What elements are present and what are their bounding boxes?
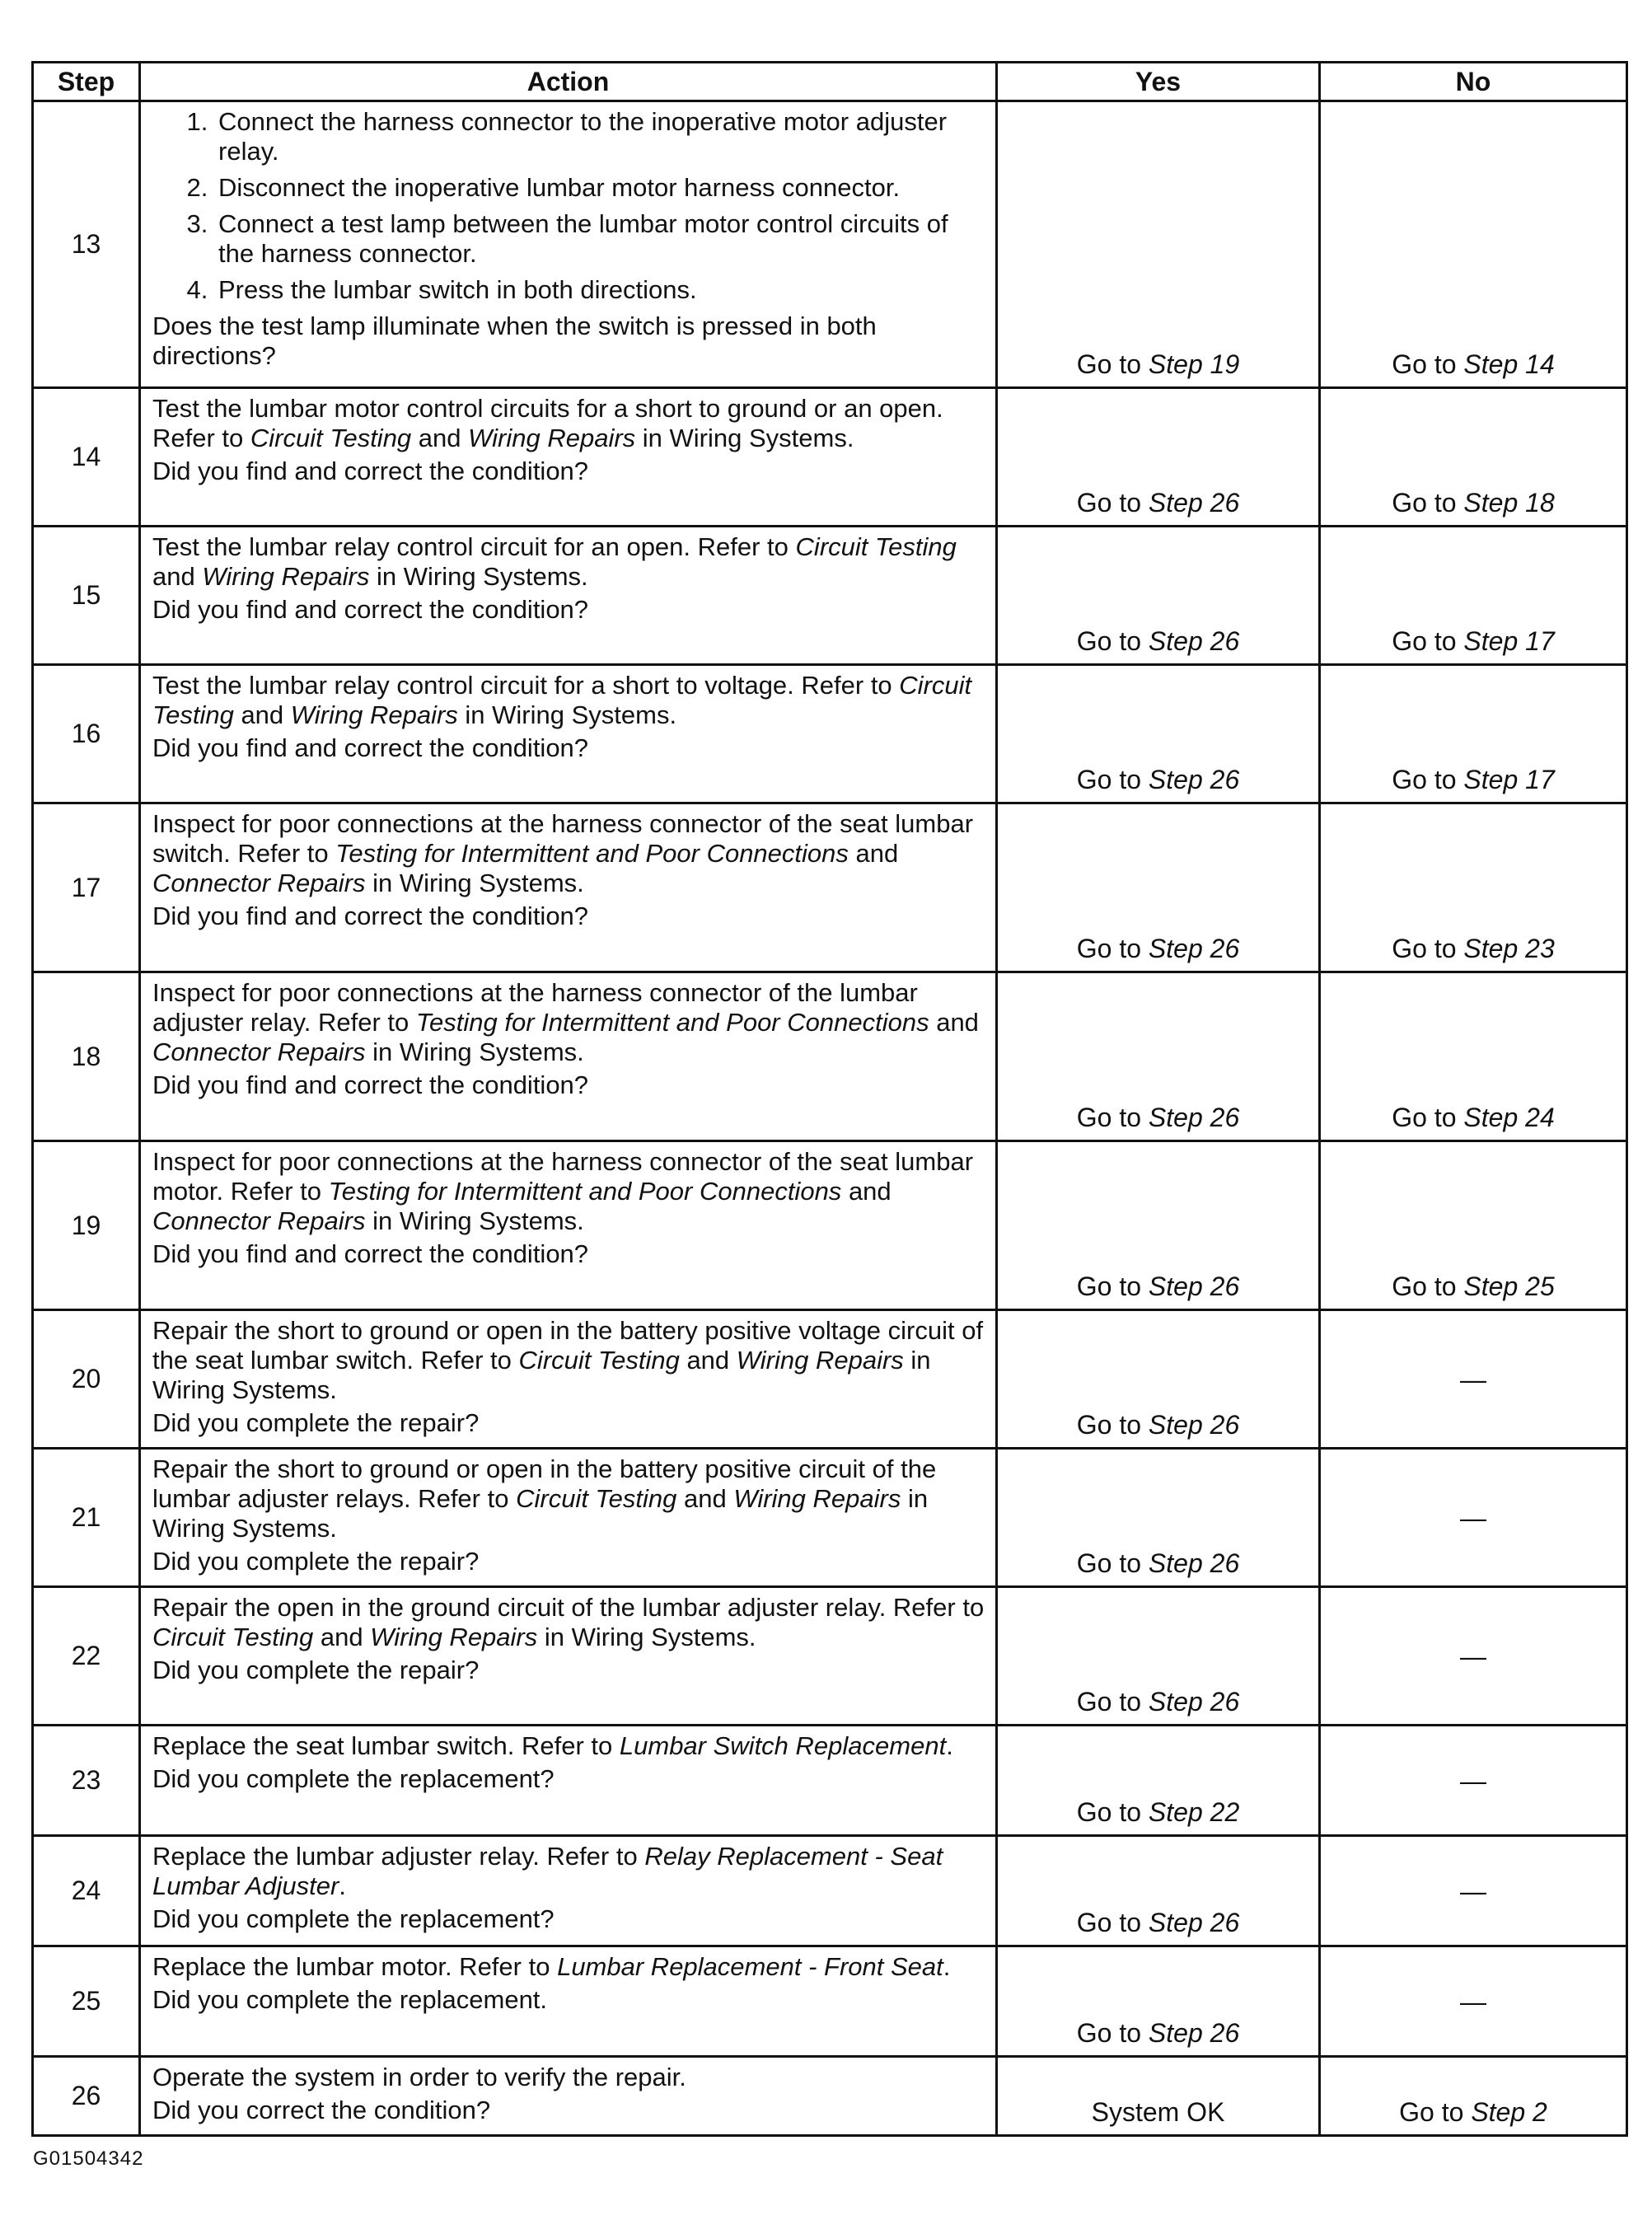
action-text: Inspect for poor connections at the harness connector of the seat lumbar motor. Refer to Testing for Intermittent and Poor Connections and Connector Repairs in Wiring Systems.: [152, 1147, 974, 1235]
step-number: 23: [33, 1726, 140, 1836]
no-cell: Go to Step 23: [1320, 803, 1627, 972]
table-row: [33, 527, 1627, 665]
step-number: 25: [33, 1946, 140, 2057]
no-cell: —: [1320, 1310, 1627, 1449]
step-link[interactable]: Step 26: [1148, 1908, 1240, 1937]
action-text: Operate the system in order to verify the repair.: [152, 2063, 686, 2091]
list-item: 4. Press the lumbar switch in both directions.: [215, 275, 987, 305]
yes-cell: Go to Step 26: [997, 1946, 1320, 2057]
question-text: Did you complete the repair?: [152, 1656, 480, 1684]
question-text: Did you find and correct the condition?: [152, 457, 589, 485]
reference-link[interactable]: Circuit Testing: [518, 1346, 680, 1375]
action-text: Test the lumbar motor control circuits for a short to ground or an open. Refer to Circuit Testing and Wiring Repairs in Wiring Systems.: [152, 394, 943, 452]
reference-link[interactable]: Testing for Intermittent and Poor Connections: [415, 1008, 929, 1037]
no-cell: —: [1320, 1726, 1627, 1836]
step-link[interactable]: Step 26: [1148, 488, 1240, 518]
action-cell: [140, 1946, 997, 2057]
action-cell: [140, 1310, 997, 1449]
question-text: Did you complete the replacement?: [152, 1904, 555, 1933]
action-text: Replace the lumbar adjuster relay. Refer to Relay Replacement - Seat Lumbar Adjuster.: [152, 1842, 943, 1900]
step-link[interactable]: Step 23: [1463, 934, 1555, 963]
action-cell: [140, 527, 997, 665]
question-text: Did you find and correct the condition?: [152, 733, 589, 762]
action-cell: [140, 972, 997, 1141]
question-text: Did you complete the replacement?: [152, 1764, 555, 1793]
step-number: 22: [33, 1587, 140, 1726]
step-link[interactable]: Step 17: [1463, 765, 1555, 794]
step-link[interactable]: Step 2: [1471, 2097, 1547, 2127]
step-link[interactable]: Step 18: [1463, 488, 1555, 518]
yes-cell: Go to Step 26: [997, 527, 1320, 665]
yes-cell: Go to Step 22: [997, 1726, 1320, 1836]
diagnostic-table: [31, 61, 1628, 2137]
question-text: Did you complete the repair?: [152, 1408, 480, 1437]
reference-link[interactable]: Lumbar Switch Replacement: [619, 1731, 947, 1760]
reference-link[interactable]: Wiring Repairs: [202, 562, 370, 591]
step-number: 14: [33, 388, 140, 527]
action-text: Inspect for poor connections at the harness connector of the seat lumbar switch. Refer to Testing for Intermittent and Poor Connections and Connector Repairs in Wiring Systems.: [152, 809, 974, 897]
list-item: 3. Connect a test lamp between the lumbar motor control circuits of the harness connector.: [215, 209, 987, 269]
no-cell: [1320, 101, 1627, 388]
step-link[interactable]: Step 24: [1463, 1103, 1555, 1132]
step-link[interactable]: Step 26: [1148, 765, 1240, 794]
step-number: 17: [33, 803, 140, 972]
question-text: Did you find and correct the condition?: [152, 1239, 589, 1268]
reference-link[interactable]: Testing for Intermittent and Poor Connections: [335, 839, 849, 868]
table-row: [33, 1141, 1627, 1310]
no-cell: Go to Step 18: [1320, 388, 1627, 527]
go-to-text: Go to: [1392, 349, 1457, 379]
yes-cell: Go to Step 26: [997, 1587, 1320, 1726]
no-cell: Go to Step 2: [1320, 2057, 1627, 2136]
list-item: 2. Disconnect the inoperative lumbar motor harness connector.: [215, 173, 987, 203]
no-cell: Go to Step 25: [1320, 1141, 1627, 1310]
action-cell: [140, 1587, 997, 1726]
step-number: 18: [33, 972, 140, 1141]
action-cell: [140, 1141, 997, 1310]
step-link[interactable]: Step 26: [1148, 2018, 1240, 2048]
action-text: Test the lumbar relay control circuit for an open. Refer to Circuit Testing and Wiring Repairs in Wiring Systems.: [152, 532, 957, 591]
step-number: 20: [33, 1310, 140, 1449]
yes-cell: System OK: [997, 2057, 1320, 2136]
table-row: [33, 803, 1627, 972]
question-text: Did you find and correct the condition?: [152, 902, 589, 930]
reference-link[interactable]: Wiring Repairs: [370, 1623, 538, 1651]
question-text: Did you complete the replacement.: [152, 1985, 548, 2014]
no-cell: —: [1320, 1587, 1627, 1726]
step-link[interactable]: Step 26: [1148, 934, 1240, 963]
header-step: Step: [33, 63, 140, 101]
reference-link[interactable]: Relay Replacement - Seat Lumbar Adjuster: [152, 1842, 943, 1900]
reference-link[interactable]: Wiring Repairs: [736, 1346, 904, 1375]
go-to-text: Go to: [1076, 349, 1142, 379]
action-cell: [140, 665, 997, 803]
yes-cell: Go to Step 26: [997, 1310, 1320, 1449]
header-yes: Yes: [997, 63, 1320, 101]
question-text: Did you find and correct the condition?: [152, 1070, 589, 1099]
step-link[interactable]: Step 26: [1148, 1687, 1240, 1717]
step-link[interactable]: Step 19: [1148, 349, 1240, 379]
table-row: [33, 665, 1627, 803]
action-cell: [140, 1836, 997, 1946]
reference-link[interactable]: Circuit Testing: [516, 1484, 677, 1513]
no-cell: —: [1320, 1449, 1627, 1587]
reference-link[interactable]: Wiring Repairs: [733, 1484, 901, 1513]
question-text: Does the test lamp illuminate when the switch is pressed in both directions?: [152, 311, 877, 370]
yes-cell: Go to Step 26: [997, 1836, 1320, 1946]
yes-cell: Go to Step 26: [997, 1449, 1320, 1587]
reference-link[interactable]: Connector Repairs: [152, 1206, 366, 1235]
table-row: [33, 101, 1627, 388]
table-row: [33, 2057, 1627, 2136]
no-cell: Go to Step 17: [1320, 665, 1627, 803]
no-cell: —: [1320, 1946, 1627, 2057]
action-cell: [140, 101, 997, 388]
step-number: 16: [33, 665, 140, 803]
reference-link[interactable]: Circuit Testing: [250, 424, 412, 452]
action-text: Repair the open in the ground circuit of the lumbar adjuster relay. Refer to Circuit Testing and Wiring Repairs in Wiring Systems.: [152, 1593, 985, 1651]
yes-cell: [997, 101, 1320, 388]
action-cell: [140, 1726, 997, 1836]
header-row: [33, 63, 1627, 101]
table-row: [33, 1587, 1627, 1726]
reference-link[interactable]: Testing for Intermittent and Poor Connections: [328, 1177, 842, 1206]
step-list: [152, 107, 987, 305]
list-item: 1. Connect the harness connector to the inoperative motor adjuster relay.: [215, 107, 987, 166]
action-text: Repair the short to ground or open in the battery positive circuit of the lumbar adjuster relays. Refer to Circuit Testing and Wiring Repairs in Wiring Systems.: [152, 1454, 937, 1543]
table-row: [33, 1946, 1627, 2057]
step-number: 19: [33, 1141, 140, 1310]
yes-cell: Go to Step 26: [997, 803, 1320, 972]
yes-cell: Go to Step 26: [997, 665, 1320, 803]
yes-cell: Go to Step 26: [997, 388, 1320, 527]
action-cell: [140, 388, 997, 527]
reference-link[interactable]: Circuit Testing: [152, 1623, 314, 1651]
step-number: 13: [33, 101, 140, 388]
step-number: 26: [33, 2057, 140, 2136]
action-cell: [140, 2057, 997, 2136]
step-link[interactable]: Step 25: [1463, 1272, 1555, 1301]
question-text: Did you find and correct the condition?: [152, 595, 589, 624]
action-text: Inspect for poor connections at the harness connector of the lumbar adjuster relay. Refer to Testing for Intermittent and Poor Connections and Connector Repairs in Wiring Systems.: [152, 978, 979, 1066]
no-cell: Go to Step 17: [1320, 527, 1627, 665]
question-text: Did you complete the repair?: [152, 1547, 480, 1576]
reference-link[interactable]: Connector Repairs: [152, 869, 366, 897]
table-row: [33, 1449, 1627, 1587]
reference-link[interactable]: Connector Repairs: [152, 1037, 366, 1066]
table-row: [33, 388, 1627, 527]
table-row: [33, 972, 1627, 1141]
action-cell: [140, 803, 997, 972]
step-link[interactable]: Step 22: [1148, 1797, 1240, 1827]
yes-cell: Go to Step 26: [997, 1141, 1320, 1310]
reference-link[interactable]: Circuit Testing: [795, 532, 957, 561]
step-number: 15: [33, 527, 140, 665]
yes-cell: Go to Step 26: [997, 972, 1320, 1141]
step-number: 24: [33, 1836, 140, 1946]
header-action: Action: [140, 63, 997, 101]
table-row: [33, 1310, 1627, 1449]
step-link[interactable]: Step 26: [1148, 1548, 1240, 1578]
step-link[interactable]: Step 26: [1148, 1410, 1240, 1440]
no-cell: Go to Step 24: [1320, 972, 1627, 1141]
reference-link[interactable]: Wiring Repairs: [468, 424, 636, 452]
reference-link[interactable]: Wiring Repairs: [290, 700, 458, 729]
table-row: [33, 1726, 1627, 1836]
action-text: Replace the lumbar motor. Refer to Lumbar Replacement - Front Seat.: [152, 1952, 951, 1981]
figure-id: G01504342: [33, 2147, 144, 2170]
table-row: [33, 1836, 1627, 1946]
reference-link[interactable]: Lumbar Replacement - Front Seat: [557, 1952, 943, 1981]
action-text: Test the lumbar relay control circuit for a short to voltage. Refer to Circuit Testing and Wiring Repairs in Wiring Systems.: [152, 671, 972, 729]
step-link[interactable]: Step 26: [1148, 626, 1240, 656]
step-link[interactable]: Step 17: [1463, 626, 1555, 656]
step-link[interactable]: Step 14: [1463, 349, 1555, 379]
step-number: 21: [33, 1449, 140, 1587]
step-link[interactable]: Step 26: [1148, 1103, 1240, 1132]
action-text: Repair the short to ground or open in the battery positive voltage circuit of the seat lumbar switch. Refer to Circuit Testing and Wiring Repairs in Wiring Systems.: [152, 1316, 984, 1404]
question-text: Did you correct the condition?: [152, 2096, 491, 2124]
reference-link[interactable]: Circuit Testing: [152, 671, 972, 729]
header-no: No: [1320, 63, 1627, 101]
action-cell: [140, 1449, 997, 1587]
action-text: Replace the seat lumbar switch. Refer to Lumbar Switch Replacement.: [152, 1731, 953, 1760]
no-cell: —: [1320, 1836, 1627, 1946]
step-link[interactable]: Step 26: [1148, 1272, 1240, 1301]
